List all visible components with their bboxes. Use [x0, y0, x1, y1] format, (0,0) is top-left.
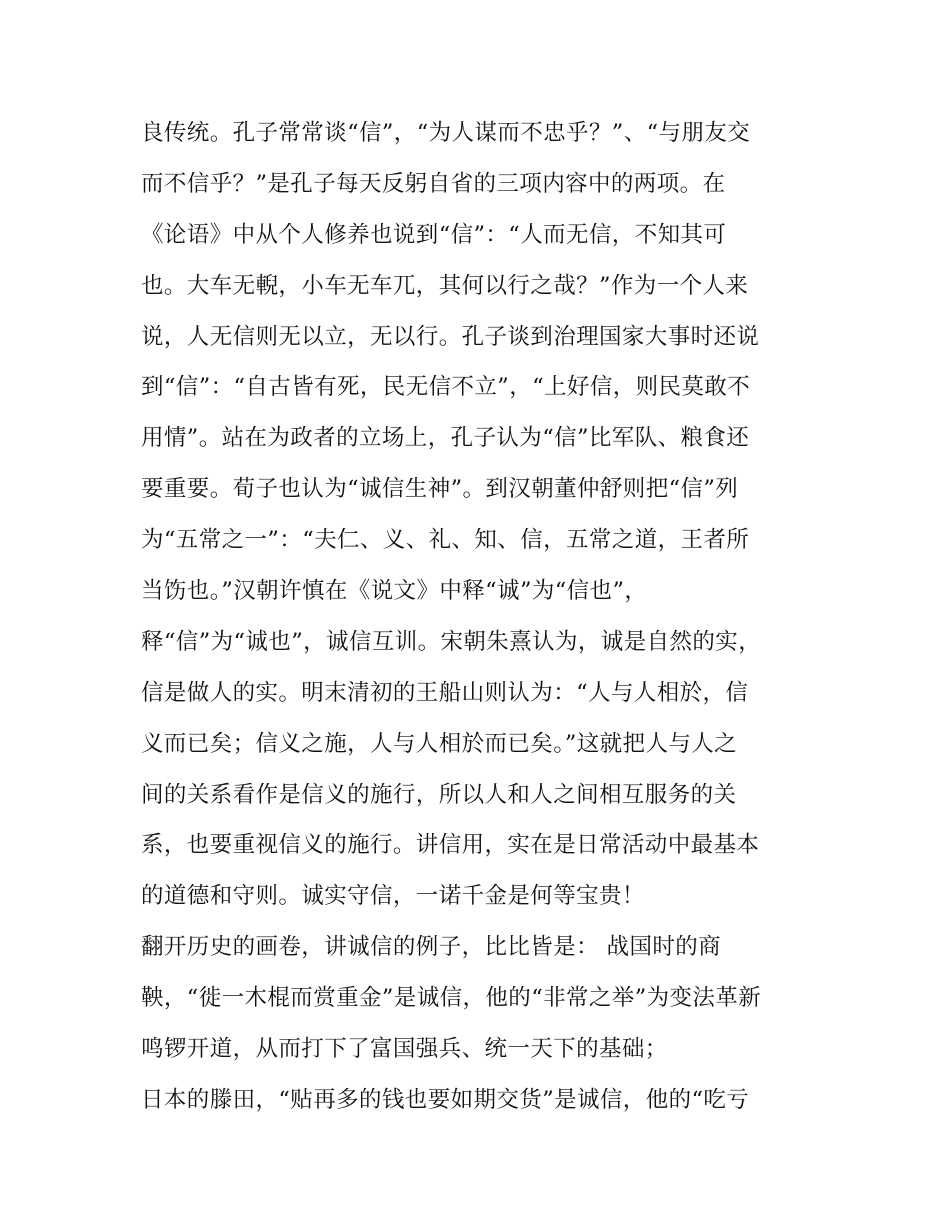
text-line: 当饬也。”汉朝许慎在《说文》中释“诚”为“信也”，: [141, 578, 648, 605]
text-line: 而不信乎？”是孔子每天反躬自省的三项内容中的两项。在: [141, 170, 726, 197]
text-line: 良传统。孔子常常谈“信”，“为人谋而不忠乎？”、“与朋友交: [141, 120, 751, 146]
text-line: 日本的滕田，“贴再多的钱也要如期交货”是诚信，他的“吃亏: [141, 1086, 750, 1113]
text-line: 系，也要重视信义的施行。讲信用，实在是日常活动中最基本: [141, 832, 760, 859]
text-line: 翻开历史的画卷，讲诚信的例子，比比皆是： 战国时的商: [141, 934, 722, 961]
text-line: 释“信”为“诚也”，诚信互训。宋朝朱熹认为，诚是自然的实，: [141, 628, 762, 655]
text-line: 鞅，“徙一木棍而赏重金”是诚信，他的“非常之举”为变法革新: [141, 985, 762, 1012]
text-line: 信是做人的实。明末清初的王船山则认为：“人与人相於，信: [141, 679, 749, 706]
text-line: 为“五常之一”：“夫仁、义、礼、知、信，五常之道，王者所: [141, 527, 750, 554]
text-line: 说，人无信则无以立，无以行。孔子谈到治理国家大事时还说: [141, 323, 760, 350]
body-text: [141, 108, 841, 1126]
text-line: 到“信”：“自古皆有死，民无信不立”，“上好信，则民莫敢不: [141, 374, 751, 401]
text-line: 《论语》中从个人修养也说到“信”：“人而无信，不知其可: [141, 221, 727, 248]
text-line: 的道德和守则。诚实守信，一诺千金是何等宝贵！: [141, 883, 645, 910]
text-line: 也。大车无輗，小车无车兀，其何以行之哉？”作为一个人来: [141, 272, 749, 299]
text-line: 义而已矣；信义之施，人与人相於而已矣。”这就把人与人之: [141, 730, 738, 757]
text-line: 鸣锣开道，从而打下了富国强兵、统一天下的基础；: [141, 1036, 668, 1063]
text-line: 间的关系看作是信义的施行，所以人和人之间相互服务的关: [141, 781, 737, 808]
text-line: 要重要。荀子也认为“诚信生神”。到汉朝董仲舒则把“信”列: [141, 476, 739, 503]
text-line: 用情”。站在为政者的立场上，孔子认为“信”比军队、粮食还: [141, 425, 750, 452]
